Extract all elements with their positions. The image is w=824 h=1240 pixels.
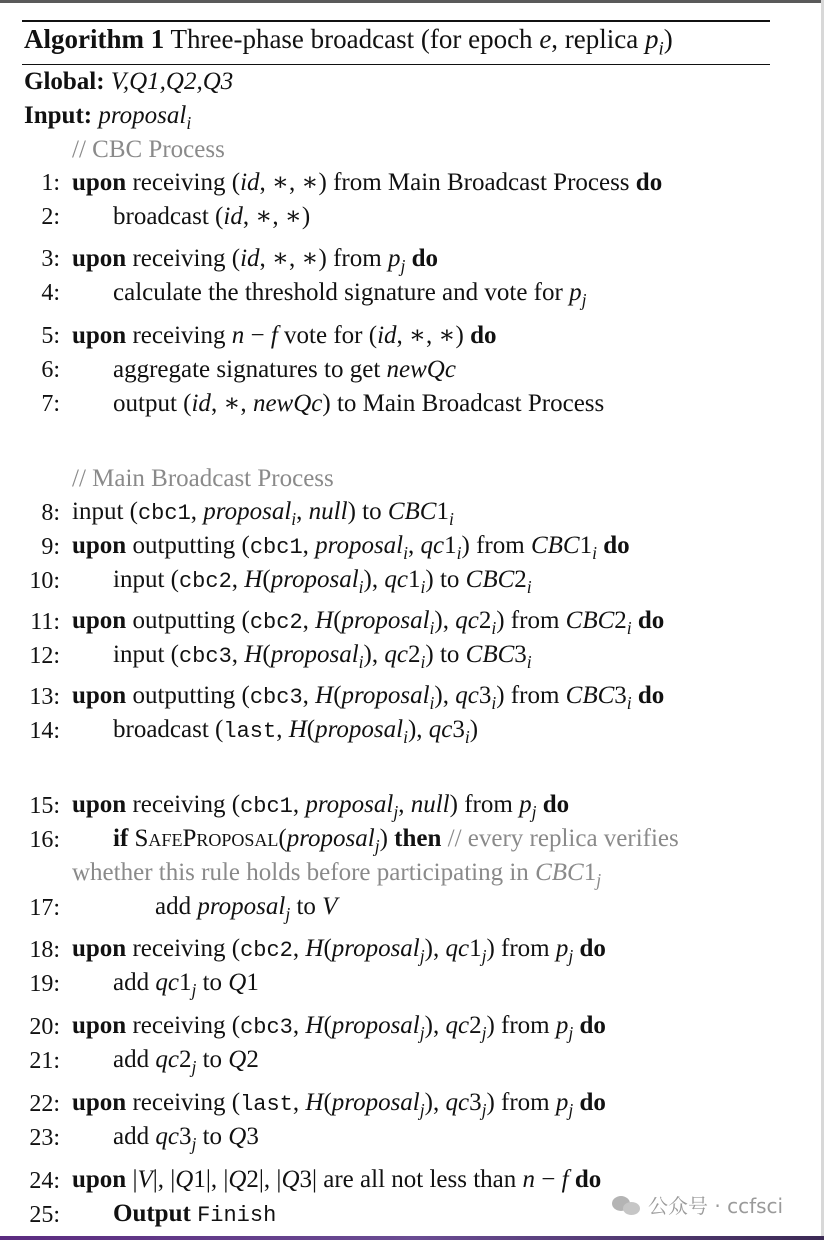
global-line: Global: V,Q1,Q2,Q3 bbox=[24, 68, 234, 95]
algo-line-10: input (cbc2, H(proposal$_i$), $qc1_i$) to $CBC2_i$ bbox=[113, 566, 532, 598]
algo-line-7: output (id, ∗, newQc) to Main Broadcast Process bbox=[113, 390, 605, 417]
algo-line-8: input (cbc1, proposal$_i$, null) to $CBC1_i$ bbox=[72, 498, 454, 530]
line-number: 7: bbox=[41, 391, 60, 417]
line-number: 4: bbox=[41, 280, 60, 306]
section-main-comment: // Main Broadcast Process bbox=[72, 465, 334, 492]
algo-line-20: upon receiving (cbc3, H(proposal$_j$), $qc2_j$) from $p_j$ do bbox=[72, 1012, 606, 1044]
top-edge bbox=[0, 0, 824, 3]
line-number: 20: bbox=[29, 1014, 60, 1040]
algo-line-1: upon receiving (id, ∗, ∗) from Main Broadcast Process do bbox=[72, 169, 663, 196]
line-number: 11: bbox=[30, 609, 60, 635]
algo-line-12: input (cbc3, H(proposal$_i$), $qc2_i$) to $CBC3_i$ bbox=[113, 641, 532, 673]
line-number: 8: bbox=[41, 500, 60, 526]
line-number: 25: bbox=[29, 1202, 60, 1228]
line-number: 10: bbox=[29, 568, 60, 594]
algo-line-17: add proposal$_j$ to V bbox=[155, 893, 338, 925]
line-number: 12: bbox=[29, 643, 60, 669]
input-line: Input: proposal$_i$ bbox=[24, 102, 192, 134]
algo-line-24: upon |V|, |Q1|, |Q2|, |Q3| are all not less than n − f do bbox=[72, 1166, 602, 1193]
line-number: 14: bbox=[29, 718, 60, 744]
algorithm-title: Algorithm 1 Three-phase broadcast (for epoch e, replica $p_i$) bbox=[24, 24, 673, 60]
algo-line-25: Output Finish bbox=[113, 1200, 277, 1228]
line-number: 16: bbox=[29, 827, 60, 853]
line-number: 24: bbox=[29, 1168, 60, 1194]
line-number: 21: bbox=[29, 1048, 60, 1074]
algo-line-4: calculate the threshold signature and vote for $p_j$ bbox=[113, 279, 587, 311]
algo-line-21: add $qc2_j$ to Q2 bbox=[113, 1046, 259, 1078]
title-bottom-rule bbox=[22, 64, 770, 65]
algo-line-16: if SafeProposal(proposal$_j$) then // every replica verifies bbox=[113, 825, 679, 857]
algo-line-15: upon receiving (cbc1, proposal$_j$, null) from $p_j$ do bbox=[72, 791, 570, 823]
algo-line-3: upon receiving (id, ∗, ∗) from $p_j$ do bbox=[72, 245, 438, 277]
algo-line-13: upon outputting (cbc3, H(proposal$_i$), $qc3_i$) from $CBC3_i$ do bbox=[72, 682, 665, 714]
line-number: 3: bbox=[41, 246, 60, 272]
watermark: 公众号 · ccfsci bbox=[612, 1190, 783, 1219]
line-number: 13: bbox=[29, 684, 60, 710]
line-number: 2: bbox=[41, 204, 60, 230]
algo-line-22: upon receiving (last, H(proposal$_j$), $qc3_j$) from $p_j$ do bbox=[72, 1089, 606, 1121]
line-number: 15: bbox=[29, 793, 60, 819]
line-number: 22: bbox=[29, 1091, 60, 1117]
algo-line-5: upon receiving n − f vote for (id, ∗, ∗) do bbox=[72, 322, 497, 349]
algorithm-label: Algorithm 1 bbox=[24, 24, 165, 54]
algo-line-18: upon receiving (cbc2, H(proposal$_j$), $qc1_j$) from $p_j$ do bbox=[72, 935, 606, 967]
line-number: 19: bbox=[29, 971, 60, 997]
wechat-icon bbox=[612, 1194, 642, 1216]
algo-line-9: upon outputting (cbc1, proposal$_i$, $qc1_i$) from $CBC1_i$ do bbox=[72, 532, 630, 564]
line-number: 17: bbox=[29, 895, 60, 921]
line-number: 18: bbox=[29, 937, 60, 963]
algo-line-11: upon outputting (cbc2, H(proposal$_i$), $qc2_i$) from $CBC2_i$ do bbox=[72, 607, 665, 639]
line-number: 9: bbox=[41, 534, 60, 560]
algo-line-2: broadcast (id, ∗, ∗) bbox=[113, 203, 311, 230]
line-number: 6: bbox=[41, 357, 60, 383]
title-top-rule bbox=[22, 20, 770, 22]
algo-line-19: add $qc1_j$ to Q1 bbox=[113, 969, 259, 1001]
section-cbc-comment: // CBC Process bbox=[72, 136, 225, 163]
bottom-edge bbox=[0, 1236, 824, 1240]
line-number: 23: bbox=[29, 1125, 60, 1151]
line-number: 1: bbox=[41, 170, 60, 196]
line-number: 5: bbox=[41, 323, 60, 349]
algo-line-14: broadcast (last, H(proposal$_i$), $qc3_i$) bbox=[113, 716, 479, 748]
algo-line-6: aggregate signatures to get newQc bbox=[113, 356, 456, 383]
algo-line-23: add $qc3_j$ to Q3 bbox=[113, 1123, 259, 1155]
algo-line-16-cont: whether this rule holds before participating in $CBC1_j$ bbox=[72, 859, 602, 891]
